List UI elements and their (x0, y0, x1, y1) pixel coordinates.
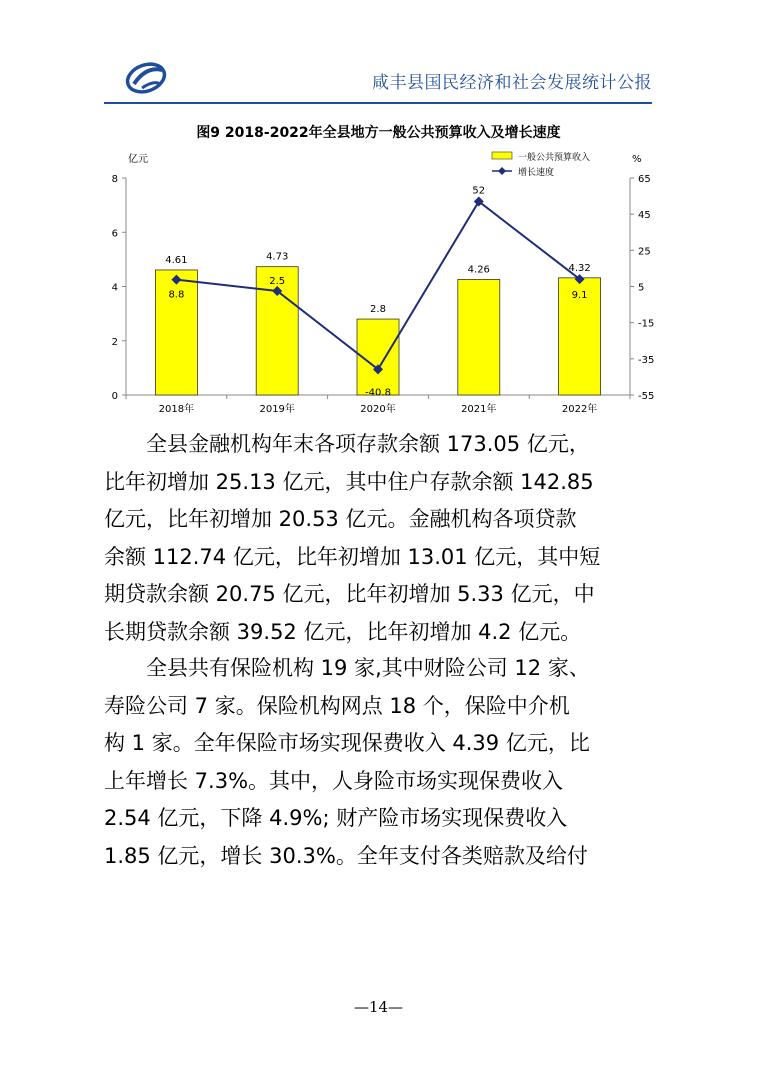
growth-rate-label: 9.1 (571, 290, 588, 302)
bar-value-label: 4.73 (266, 251, 289, 263)
paragraph-line: 长期贷款余额 39.52 亿元，比年初增加 4.2 亿元。 (104, 619, 582, 644)
right-axis-unit: % (632, 154, 642, 165)
bar-value-label: 2.8 (370, 304, 386, 316)
chart-title: 图9 2018-2022年全县地方一般公共预算收入及增长速度 (196, 125, 561, 141)
paragraph-line: 上年增长 7.3%。其中，人身险市场实现保费收入 (104, 768, 564, 793)
paragraph-line: 余额 112.74 亿元，比年初增加 13.01 亿元，其中短 (104, 544, 601, 569)
right-tick-label: -15 (638, 318, 655, 330)
paragraph-line: 1.85 亿元，增长 30.3%。全年支付各类赔款及给付 (104, 843, 588, 868)
revenue-chart (100, 146, 660, 418)
growth-rate-label: 2.5 (269, 276, 286, 288)
paragraph-line: 期贷款余额 20.75 亿元，比年初增加 5.33 亿元，中 (104, 582, 595, 606)
bar-revenue (458, 279, 500, 395)
paragraph-line: 比年初增加 25.13 亿元，其中住户存款余额 142.85 (104, 469, 594, 494)
right-tick-label: 45 (638, 210, 651, 222)
legend-line-marker (498, 167, 506, 175)
insurance-paragraph (104, 650, 652, 875)
right-tick-label: -35 (638, 354, 655, 366)
x-tick-label: 2021年 (461, 404, 497, 415)
left-tick-label: 8 (111, 174, 118, 185)
paragraph-line: 寿险公司 7 家。保险机构网点 18 个，保险中介机 (104, 693, 570, 718)
bar-value-label: 4.26 (467, 264, 490, 276)
paragraph-line: 2.54 亿元，下降 4.9%; 财产险市场实现保费收入 (104, 806, 568, 830)
left-tick-label: 4 (111, 282, 118, 294)
page-header (104, 54, 652, 102)
x-tick-label: 2022年 (561, 404, 598, 415)
left-tick-label: 0 (111, 391, 118, 402)
legend-bar-label: 一般公共预算收入 (518, 153, 591, 163)
right-tick-label: 5 (638, 282, 645, 294)
x-tick-label: 2018年 (158, 404, 195, 415)
finance-paragraph (104, 426, 652, 651)
report-title: 咸丰县国民经济和社会发展统计公报 (372, 73, 652, 93)
bar-value-label: 4.61 (165, 254, 188, 266)
left-axis-unit: 亿元 (128, 154, 148, 165)
legend-line-label: 增长速度 (518, 168, 555, 178)
paragraph-line: 全县共有保险机构 19 家,其中财险公司 12 家、 (146, 656, 590, 680)
x-tick-label: 2019年 (259, 404, 295, 415)
statistics-logo-icon (124, 58, 170, 96)
right-tick-label: -55 (638, 391, 655, 402)
header-divider (104, 102, 652, 104)
left-tick-label: 6 (111, 228, 118, 240)
right-tick-label: 25 (638, 246, 651, 258)
growth-rate-label: -40.8 (365, 387, 391, 399)
legend-bar-swatch (492, 152, 512, 159)
bar-value-label: 4.32 (568, 262, 591, 274)
page-number: —14— (353, 998, 404, 1016)
right-tick-label: 65 (638, 174, 651, 185)
paragraph-line: 全县金融机构年末各项存款余额 173.05 亿元， (146, 432, 590, 456)
paragraph-line: 亿元，比年初增加 20.53 亿元。金融机构各项贷款 (104, 507, 577, 531)
left-tick-label: 2 (111, 336, 118, 348)
x-tick-label: 2020年 (360, 404, 396, 415)
growth-rate-label: 8.8 (168, 289, 185, 301)
paragraph-line: 构 1 家。全年保险市场实现保费收入 4.39 亿元，比 (104, 731, 590, 755)
growth-rate-label: 52 (472, 185, 486, 197)
